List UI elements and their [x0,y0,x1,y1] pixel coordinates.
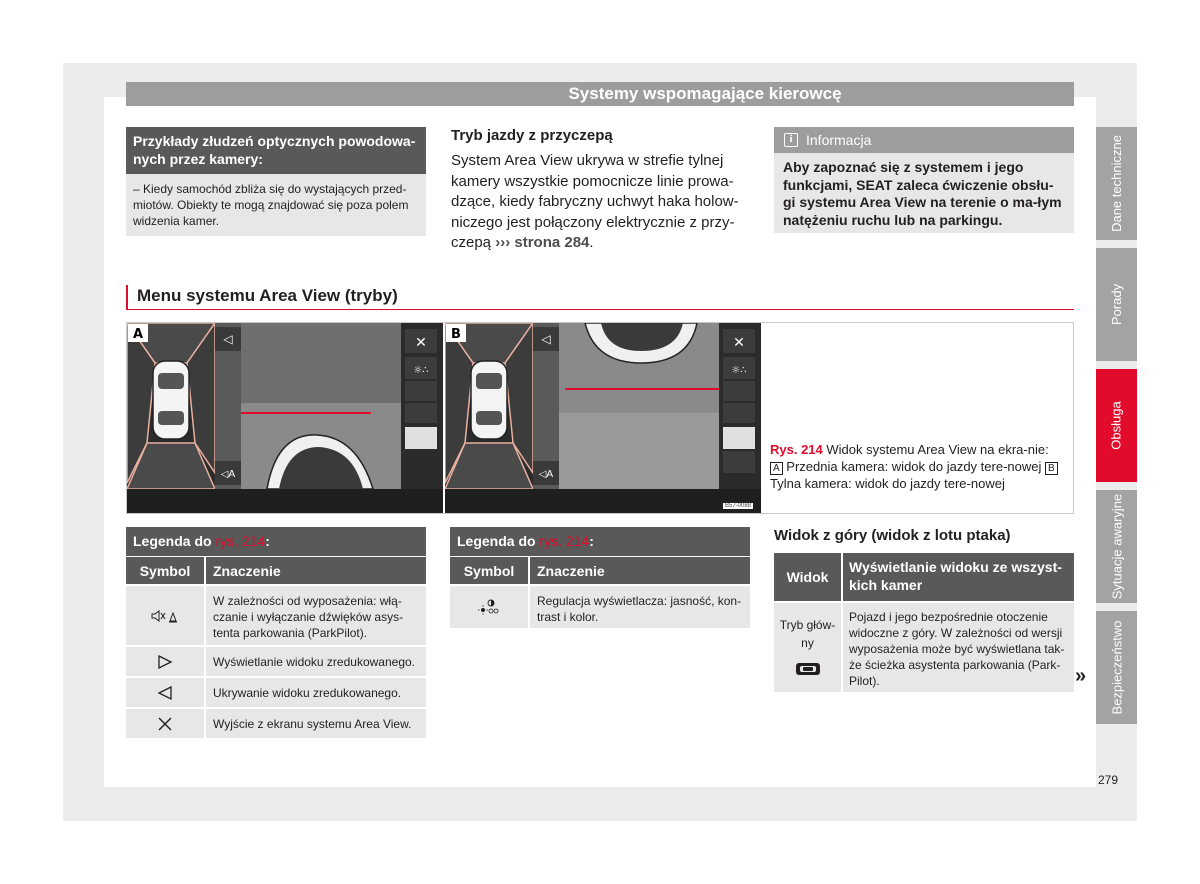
table-row: Wyświetlanie widoku zredukowanego. [126,645,426,676]
speaker-mute-icon [126,586,206,645]
main-mode-icon [795,662,821,676]
camera-b-drawing [445,323,761,513]
figure-label-b: B [451,327,461,342]
triangle-left-icon [126,678,206,707]
legend-1-title: Legenda do rys. 214: [126,527,426,556]
illusions-text: – Kiedy samochód zbliża się do wystających przed-miotów. Obiekty te mogą znajdować się poza polem widzenia kamer. [133,182,409,228]
topview-table [774,553,1074,692]
triangle-right-icon [126,647,206,676]
svg-text:◁A: ◁A [220,469,236,480]
legend-2-header: Symbol Znaczenie [450,556,750,584]
trailer-paragraph: System Area View ukrywa w strefie tylnej kamery wszystkie pomocnicze linie prowa-dzące, kiedy fabryczny uchwyt haka holow-niczego jest połączony elektrycznie z przy-czepą ››› strona 284. [451,152,739,251]
svg-text:◁: ◁ [541,332,551,346]
topview-header: Widok Wyświetlanie widoku ze wszyst-kich kamer [774,553,1074,601]
continue-mark: » [1075,665,1087,687]
tab-dane-techniczne[interactable]: Dane techniczne [1096,127,1137,240]
trailer-heading: Tryb jazdy z przyczepą [451,127,613,144]
svg-text:✕: ✕ [415,335,427,351]
camera-view-a [127,323,443,513]
table-row: Wyjście z ekranu systemu Area View. [126,707,426,738]
figure-label-a: A [132,327,144,342]
legend-2-title: Legenda do rys. 214: [450,527,750,556]
info-box [774,127,1074,233]
tab-porady[interactable]: Porady [1096,248,1137,361]
legend-table-2 [450,527,750,628]
topview-heading: Widok z góry (widok z lotu ptaka) [774,527,1011,544]
illusions-title: Przykłady złudzeń optycznych powodowa-nych przez kamery: [126,127,426,174]
page-link[interactable]: ››› strona 284 [495,234,590,251]
page-number: 279 [1098,773,1119,787]
tab-obsluga[interactable]: Obsługa [1096,369,1137,482]
camera-a-drawing [127,323,443,513]
illusions-box [126,127,426,236]
info-icon: i [784,133,798,147]
section-heading: Menu systemu Area View (tryby) [126,285,1074,310]
figure-caption: Rys. 214 Widok systemu Area View na ekra-nie: A Przednia kamera: widok do jazdy tere-nowej B Tylna kamera: widok do jazdy tere-nowej [770,441,1062,492]
svg-text:☼∴: ☼∴ [413,365,429,376]
figure-code: B57-0088 [725,503,752,509]
info-text: Aby zapoznać się z systemem i jego funkcjami, SEAT zaleca ćwiczenie obsłu-gi systemu Area View na terenie o ma-łym natężeniu ruchu lub na parkingu. [783,159,1062,228]
table-row: Regulacja wyświetlacza: jasność, kon-trast i kolor. [450,584,750,628]
tab-sytuacje-awaryjne[interactable]: Sytuacje awaryjne [1096,490,1137,603]
close-icon [126,709,206,738]
table-row: Ukrywanie widoku zredukowanego. [126,676,426,707]
svg-text:☼∴: ☼∴ [731,365,747,376]
tab-bezpieczenstwo[interactable]: Bezpieczeństwo [1096,611,1137,724]
svg-text:◁: ◁ [223,332,233,346]
svg-text:◁A: ◁A [538,469,554,480]
table-row: Tryb głów-ny Pojazd i jego bezpośrednie otoczenie widoczne z góry. W zależności od wersji wyposażenia może być wyświetlana tak-że ścieżka asystenta parkowania (Park-Pilot). [774,601,1074,692]
chapter-header: Systemy wspomagające kierowcę [126,82,1074,106]
legend-1-header: Symbol Znaczenie [126,556,426,584]
table-row: W zależności od wyposażenia: włą-czanie i wyłączanie dźwięków asys-tenta parkowania (ParkPilot). [126,584,426,645]
camera-view-b [445,323,761,513]
info-header: i Informacja [774,127,1074,153]
legend-table-1 [126,527,426,738]
svg-text:✕: ✕ [733,335,745,351]
brightness-contrast-icon [450,586,530,628]
